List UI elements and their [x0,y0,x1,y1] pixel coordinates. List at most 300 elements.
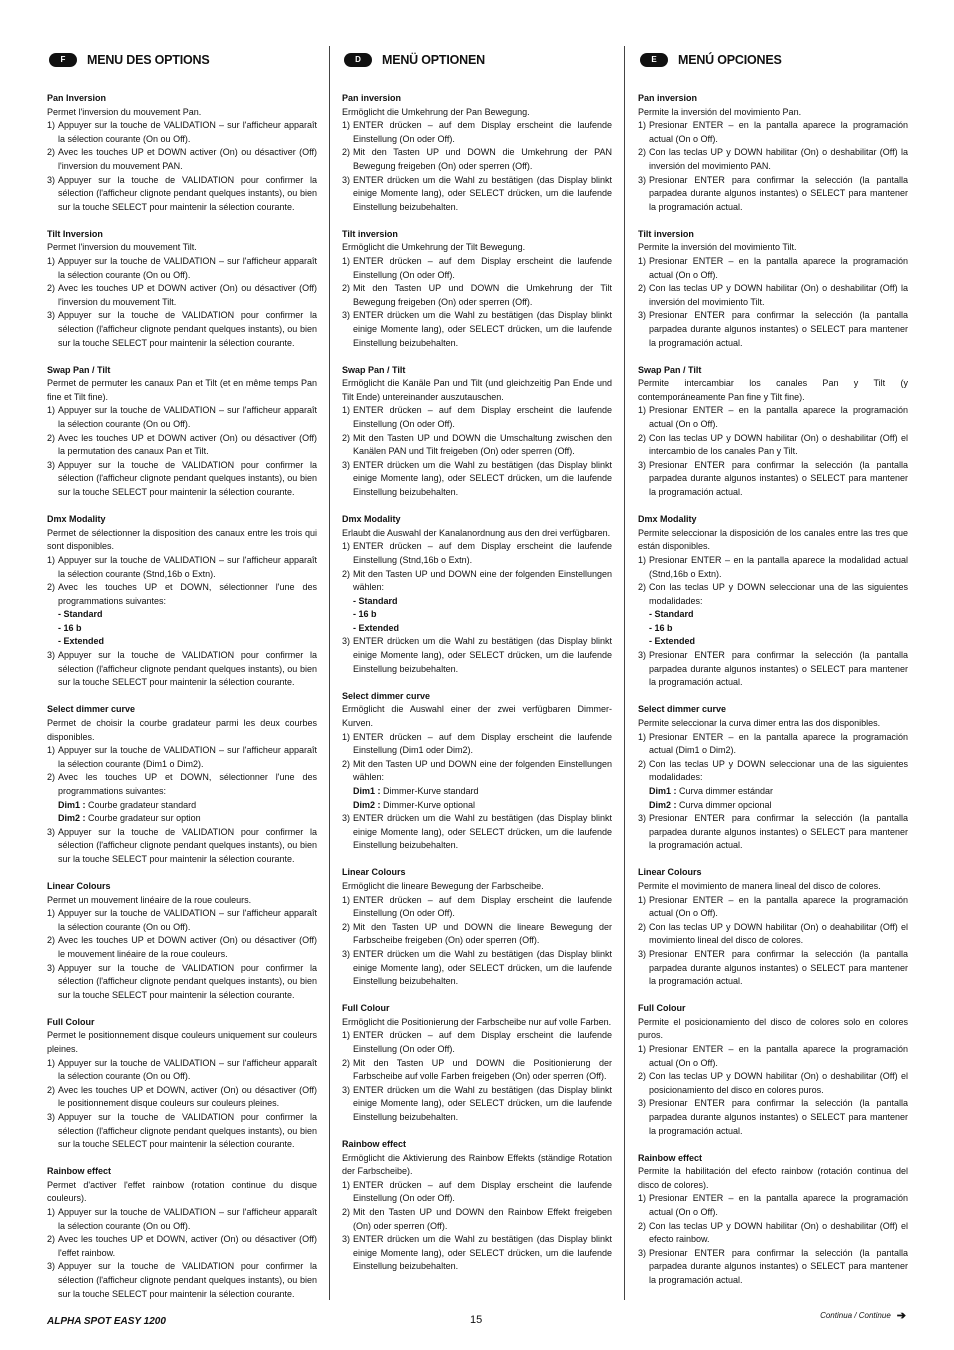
step-item [342,146,612,173]
step-item [342,459,612,500]
step-item [47,1057,317,1084]
step-number: 1) [47,554,56,565]
option-value [342,622,612,636]
step-item [47,146,317,173]
step-item [638,432,908,459]
step-item [47,1084,317,1111]
step-text: ENTER drücken – auf dem Display erscheint die laufende Einstellung (On oder Off). [353,894,612,919]
step-text: Presionar ENTER – en la pantalla aparece la programación actual (On o Off). [649,120,908,144]
section-title: Tilt inversion [342,228,398,239]
arrow-right-icon: ➔ [896,1310,906,1322]
step-text: Avec les touches UP et DOWN activer (On) ou désactiver (Off) l'inversion du mouvement Tilt. [58,283,317,307]
step-item [638,1247,908,1288]
option-description: Curva dimmer estándar [676,785,774,796]
step-text: Presionar ENTER – en la pantalla aparece la programación actual (On o Off). [649,405,908,430]
step-text: Presionar ENTER – en la pantalla aparece la programación actual (On o Off). [649,1193,908,1218]
section-description: Permet le positionnement disque couleurs uniquement sur couleurs pleines. [47,1030,317,1054]
step-item [342,309,612,350]
step-text: Appuyer sur la touche de VALIDATION – sur l'afficheur apparaît la sélection courante (On ou Off). [58,1207,317,1231]
section-description: Ermöglicht die Kanäle Pan und Tilt (und gleichzeitig Pan Ende und Tilt Ende) untereinander auszutauschen. [342,378,612,402]
step-item [638,119,908,146]
step-text: Avec les touches UP et DOWN, activer (On) ou désactiver (Off) l'effet rainbow. [58,1234,317,1258]
step-text: Appuyer sur la touche de VALIDATION pour confirmer la sélection (l'afficheur clignote pendant quelques instants), ou bien sur la touche SELECT pour maintenir la sélection courante. [58,174,317,212]
option-value [47,799,317,813]
step-text: ENTER drücken um die Wahl zu bestätigen (das Display blinkt einige Momente lang), oder SELECT drücken, um die laufende Einstellung beizubehalten. [353,174,612,212]
section-description: Permite la habilitación del efecto rainbow (rotación continua del disco de colores). [638,1166,908,1190]
option-description: Courbe gradateur standard [85,799,197,810]
option-value [638,622,908,636]
step-number: 3) [342,813,351,824]
section-title: Dmx Modality [638,514,697,525]
section-title: Dmx Modality [47,514,106,525]
option-key: - Extended [58,636,105,647]
step-text: Presionar ENTER – en la pantalla aparece la programación actual (On o Off). [649,1044,908,1068]
option-description: Dimmer-Kurve optional [380,799,476,810]
step-text: Mit den Tasten UP und DOWN die Umkehrung der PAN Bewegung freigeben (On) oder sperren (Off). [353,147,612,171]
step-text: Presionar ENTER – en la pantalla aparece la programación actual (Dim1 o Dim2). [649,731,908,756]
step-item [47,554,317,581]
column-german [342,50,612,1288]
section-title: Full Colour [638,1003,686,1014]
step-number: 2) [638,758,647,769]
step-item [342,921,612,948]
step-item [342,119,612,146]
column-title: MENÜ OPTIONEN [382,53,485,67]
section-description: Ermöglicht die lineare Bewegung der Farbscheibe. [342,880,544,891]
option-section [47,880,317,1002]
option-section [47,92,317,214]
option-description: Courbe gradateur sur option [85,813,201,824]
step-item [47,432,317,459]
step-text: ENTER drücken um die Wahl zu bestätigen (das Display blinkt einige Momente lang), oder SELECT drücken, um die laufende Einstellung beizubehalten. [353,1234,612,1272]
step-text: Con las teclas UP y DOWN habilitar (On) o deshabilitar (Off) la inversión del movimiento Tilt. [649,283,908,307]
step-item [638,255,908,282]
step-number: 2) [342,568,351,579]
step-number: 3) [342,459,351,470]
step-text: Mit den Tasten UP und DOWN die Umkehrung der Tilt Bewegung freigeben (On) oder sperren (Off). [353,283,612,307]
step-number: 2) [47,1084,56,1095]
step-number: 2) [47,147,56,158]
step-item [638,1070,908,1097]
step-item [638,921,908,948]
step-text: Con las teclas UP y DOWN habilitar (On) o deshabilitar (Off) el efecto rainbow. [649,1220,908,1245]
option-key: - Extended [353,622,400,633]
option-section [638,513,908,690]
step-number: 3) [47,1111,56,1122]
step-text: Avec les touches UP et DOWN, sélectionner l'une des programmations suivantes: [58,772,317,796]
step-number: 3) [638,1098,647,1109]
step-text: Con las teclas UP y DOWN seleccionar una de las siguientes modalidades: [649,758,908,783]
option-key: - 16 b [649,622,673,633]
column-header [640,50,908,70]
step-item [342,1233,612,1274]
step-text: ENTER drücken – auf dem Display erscheint die laufende Einstellung (On oder Off). [353,1030,612,1054]
option-section [638,92,908,214]
option-section [47,703,317,866]
column-title: MENÚ OPCIONES [678,53,782,67]
step-number: 2) [47,432,56,443]
step-item [47,1111,317,1152]
step-text: Con las teclas UP y DOWN habilitar (On) o deshabilitar (Off) el intercambio de los canales Pan y Tilt. [649,432,908,457]
option-section [342,364,612,500]
section-description: Ermöglicht die Umkehrung der Tilt Bewegung. [342,242,526,253]
step-item [638,1097,908,1138]
continue-text: Continua / Continue [820,1311,891,1320]
option-value [342,799,612,813]
step-text: Mit den Tasten UP und DOWN eine der folgenden Einstellungen wählen: [353,568,612,593]
step-item [638,948,908,989]
section-description: Permet de sélectionner la disposition des canaux entre les trois qui sont disponibles. [47,527,317,552]
option-section [342,92,612,214]
option-value [47,635,317,649]
section-description: Permet l'inversion du mouvement Pan. [47,106,202,117]
step-item [638,309,908,350]
step-item [342,894,612,921]
section-description: Permite el posicionamiento del disco de colores solo en colores puros. [638,1016,908,1041]
step-item [47,459,317,500]
section-title: Linear Colours [638,867,702,878]
option-key: Dim1 : [649,785,677,796]
step-text: Appuyer sur la touche de VALIDATION pour confirmer la sélection (l'afficheur clignote pendant quelques instants), ou bien sur la touche SELECT pour maintenir la sélection courante. [58,310,317,348]
page-number: 15 [470,1314,483,1326]
step-item [638,1220,908,1247]
option-value [47,608,317,622]
step-text: ENTER drücken – auf dem Display erscheint die laufende Einstellung (On oder Off). [353,120,612,144]
step-number: 3) [638,310,647,321]
step-item [342,540,612,567]
step-text: Appuyer sur la touche de VALIDATION pour confirmer la sélection (l'afficheur clignote pendant quelques instants), ou bien sur la touche SELECT pour maintenir la sélection courante. [58,1111,317,1150]
step-number: 2) [47,935,56,946]
step-number: 2) [342,758,351,769]
section-title: Swap Pan / Tilt [342,364,406,375]
section-title: Pan inversion [638,93,698,103]
step-number: 3) [47,962,56,973]
step-item [47,1206,317,1233]
section-description: Permet de permuter les canaux Pan et Tilt (et en même temps Pan fine et Tilt fine). [47,378,317,402]
step-number: 1) [47,1057,56,1068]
step-number: 1) [638,256,647,267]
option-key: - Standard [58,609,103,620]
option-key: Dim1 : [353,785,381,796]
option-section [47,1016,317,1152]
option-value [47,622,317,636]
step-text: Mit den Tasten UP und DOWN die lineare Bewegung der Farbscheibe freigeben (On) oder sperren (Off). [353,921,612,946]
step-number: 1) [342,1179,351,1190]
step-text: ENTER drücken – auf dem Display erscheint die laufende Einstellung (Dim1 oder Dim2). [353,731,612,756]
step-number: 3) [638,813,647,824]
step-text: Appuyer sur la touche de VALIDATION pour confirmer la sélection (l'afficheur clignote pendant quelques instants), ou bien sur la touche SELECT pour maintenir la sélection courante. [58,1261,317,1299]
step-item [342,812,612,853]
step-text: Presionar ENTER para confirmar la selección (la pantalla parpadea durante algunos instantes) o SELECT para mantener la programación actual. [649,1098,908,1136]
step-text: Con las teclas UP y DOWN habilitar (On) o deshabilitar (Off) la inversión del movimiento PAN. [649,147,908,171]
option-section [638,364,908,500]
step-number: 1) [342,405,351,416]
step-item [638,812,908,853]
section-description: Permite intercambiar los canales Pan y Tilt (y contemporáneamente Pan fine y Tilt fine). [638,378,908,402]
step-text: Presionar ENTER para confirmar la selección (la pantalla parpadea durante algunos instantes) o SELECT para mantener la programación actual. [649,948,908,987]
step-number: 2) [342,1057,351,1068]
option-value [638,635,908,649]
section-title: Select dimmer curve [638,704,727,715]
option-value [342,785,612,799]
step-text: Presionar ENTER para confirmar la selección (la pantalla parpadea durante algunos instantes) o SELECT para mantener la programación actual. [649,1247,908,1285]
section-description: Permet l'inversion du mouvement Tilt. [47,242,197,253]
step-number: 3) [342,948,351,959]
step-number: 3) [47,826,56,837]
step-number: 2) [342,921,351,932]
step-item [638,581,908,608]
section-description: Permet un mouvement linéaire de la roue couleurs. [47,894,252,905]
column-french [47,50,317,1315]
section-title: Pan Inversion [47,93,107,103]
option-section [638,228,908,350]
step-item [342,1057,612,1084]
option-value [342,595,612,609]
step-item [47,404,317,431]
step-number: 1) [47,120,56,131]
step-text: Appuyer sur la touche de VALIDATION pour confirmer la sélection (l'afficheur clignote pendant quelques instants), ou bien sur la touche SELECT pour maintenir la sélection courante. [58,459,317,498]
step-item [342,568,612,595]
step-item [47,309,317,350]
step-item [342,1084,612,1125]
step-text: ENTER drücken um die Wahl zu bestätigen (das Display blinkt einige Momente lang), oder SELECT drücken, um die laufende Einstellung beizubehalten. [353,459,612,498]
option-section [47,1165,317,1301]
step-text: Appuyer sur la touche de VALIDATION – sur l'afficheur apparaît la sélection courante (On ou Off). [58,405,317,430]
step-number: 3) [47,459,56,470]
step-text: Presionar ENTER para confirmar la selección (la pantalla parpadea durante algunos instantes) o SELECT para mantener la programación actual. [649,310,908,348]
step-item [47,174,317,215]
step-item [342,282,612,309]
step-text: Presionar ENTER para confirmar la selección (la pantalla parpadea durante algunos instantes) o SELECT para mantener la programación actual. [649,813,908,851]
step-item [638,404,908,431]
section-title: Rainbow effect [342,1139,407,1150]
step-item [342,1206,612,1233]
option-description: Dimmer-Kurve standard [380,785,479,796]
step-number: 1) [342,731,351,742]
step-number: 1) [342,541,351,552]
step-text: ENTER drücken um die Wahl zu bestätigen (das Display blinkt einige Momente lang), oder SELECT drücken, um die laufende Einstellung beizubehalten. [353,636,612,674]
column-divider-2 [624,46,625,1300]
step-number: 1) [342,256,351,267]
option-section [342,1138,612,1274]
step-item [638,174,908,215]
step-item [638,1192,908,1219]
step-item [638,554,908,581]
step-text: Avec les touches UP et DOWN, activer (On) ou désactiver (Off) le positionnement disque couleurs sur couleurs pleines. [58,1084,317,1109]
section-description: Permite la inversión del movimiento Pan. [638,106,802,117]
step-text: Appuyer sur la touche de VALIDATION – sur l'afficheur apparaît la sélection courante (Dim1 o Dim2). [58,745,317,769]
section-description: Permet de choisir la courbe gradateur parmi les deux courbes disponibles. [47,717,317,742]
step-item [47,907,317,934]
step-item [638,459,908,500]
step-number: 2) [342,283,351,294]
step-text: Appuyer sur la touche de VALIDATION – sur l'afficheur apparaît la sélection courante (On ou Off). [58,256,317,280]
section-description: Permet d'activer l'effet rainbow (rotation continue du disque couleurs). [47,1179,317,1204]
section-title: Swap Pan / Tilt [638,364,702,375]
step-text: Appuyer sur la touche de VALIDATION pour confirmer la sélection (l'afficheur clignote pendant quelques instants), ou bien sur la touche SELECT pour maintenir la sélection courante. [58,826,317,864]
step-item [47,826,317,867]
option-description: Curva dimmer opcional [676,799,772,810]
option-key: Dim2 : [58,813,86,824]
step-text: ENTER drücken um die Wahl zu bestätigen (das Display blinkt einige Momente lang), oder SELECT drücken, um die laufende Einstellung beizubehalten. [353,310,612,348]
option-key: - 16 b [58,622,82,633]
step-item [342,635,612,676]
step-item [47,934,317,961]
language-badge: F [49,53,77,67]
step-item [638,731,908,758]
step-text: Appuyer sur la touche de VALIDATION – sur l'afficheur apparaît la sélection courante (On ou Off). [58,1057,317,1082]
step-item [638,1043,908,1070]
section-description: Ermöglicht die Umkehrung der Pan Bewegung. [342,106,530,117]
step-number: 3) [47,174,56,185]
step-text: Avec les touches UP et DOWN activer (On) ou désactiver (Off) l'inversion du mouvement PAN. [58,147,317,171]
step-number: 3) [342,1234,351,1245]
option-value [638,799,908,813]
section-title: Linear Colours [342,867,406,878]
step-text: Presionar ENTER – en la pantalla aparece la modalidad actual (Stnd,16b o Extn). [649,554,908,579]
option-section [638,866,908,988]
column-header [344,50,612,70]
option-value [342,608,612,622]
step-number: 3) [47,1261,56,1272]
option-value [638,608,908,622]
section-title: Pan inversion [342,93,402,103]
section-title: Rainbow effect [47,1166,112,1177]
step-item [47,1260,317,1301]
step-item [638,282,908,309]
step-text: Mit den Tasten UP und DOWN die Positionierung der Farbscheibe auf volle Farben freigeben (On) oder sperren (Off). [353,1057,612,1082]
product-name: ALPHA SPOT EASY 1200 [47,1316,166,1327]
step-item [47,744,317,771]
option-key: Dim2 : [649,799,677,810]
step-text: Con las teclas UP y DOWN habilitar (On) o deahabilitar (Off) el movimiento lineal del disco de colores. [649,921,908,946]
step-number: 1) [342,120,351,131]
option-value [638,785,908,799]
section-description: Permite el movimiento de manera lineal del disco de colores. [638,880,881,891]
step-text: Mit den Tasten UP und DOWN die Umschaltung zwischen den Kanälen PAN und Tilt freigeben (On) oder sperren (Off). [353,432,612,457]
section-description: Ermöglicht die Auswahl einer der zwei verfügbaren Dimmer-Kurven. [342,704,612,728]
step-number: 3) [342,174,351,185]
step-number: 2) [342,147,351,158]
step-text: ENTER drücken – auf dem Display erscheint die laufende Einstellung (On oder Off). [353,405,612,430]
step-number: 2) [47,772,56,783]
section-description: Permite seleccionar la curva dimer entra las dos disponibles. [638,717,881,728]
step-text: Presionar ENTER para confirmar la selección (la pantalla parpadea durante algunos instantes) o SELECT para mantener la programación actual. [649,459,908,498]
step-number: 3) [638,459,647,470]
step-text: Appuyer sur la touche de VALIDATION – sur l'afficheur apparaît la sélection courante (Stnd,16b o Extn). [58,554,317,579]
step-number: 2) [638,147,647,158]
step-number: 3) [638,174,647,185]
step-text: Con las teclas UP y DOWN habilitar (On) o deshabilitar (Off) el posicionamiento del disco en colores puros. [649,1071,908,1095]
step-item [47,255,317,282]
step-text: Appuyer sur la touche de VALIDATION – sur l'afficheur apparaît la sélection courante (On ou Off). [58,120,317,144]
step-number: 1) [638,894,647,905]
step-number: 3) [342,1084,351,1095]
step-text: Appuyer sur la touche de VALIDATION pour confirmer la sélection (l'afficheur clignote pendant quelques instants), ou bien sur la touche SELECT pour maintenir la sélection courante. [58,962,317,1000]
step-item [638,758,908,785]
section-title: Linear Colours [47,880,111,891]
step-item [342,404,612,431]
step-item [342,1179,612,1206]
step-number: 2) [638,283,647,294]
section-description: Permite seleccionar la disposición de los canales entre las tres que están disponibles. [638,527,908,552]
section-title: Select dimmer curve [47,704,136,715]
option-section [342,690,612,853]
step-item [47,119,317,146]
option-section [638,703,908,853]
step-text: Presionar ENTER – en la pantalla aparece la programación actual (On o Off). [649,256,908,280]
step-text: Presionar ENTER para confirmar la selección (la pantalla parpadea durante algunos instantes) o SELECT para mantener la programación actual. [649,174,908,212]
step-item [342,255,612,282]
step-text: ENTER drücken um die Wahl zu bestätigen (das Display blinkt einige Momente lang), oder SELECT drücken, um die laufende Einstellung beizubehalten. [353,1084,612,1122]
section-description: Ermöglicht die Aktivierung des Rainbow Effekts (ständige Rotation der Farbscheibe). [342,1152,612,1177]
step-number: 3) [47,650,56,661]
step-item [342,948,612,989]
step-item [47,1233,317,1260]
step-number: 1) [47,745,56,756]
step-number: 2) [47,283,56,294]
step-item [342,174,612,215]
step-number: 1) [638,554,647,565]
option-section [47,364,317,500]
step-text: ENTER drücken um die Wahl zu bestätigen (das Display blinkt einige Momente lang), oder SELECT drücken, um die laufende Einstellung beizubehalten. [353,813,612,851]
section-description: Ermöglicht die Positionierung der Farbscheibe nur auf volle Farben. [342,1016,612,1027]
step-text: Avec les touches UP et DOWN, sélectionner l'une des programmations suivantes: [58,582,317,606]
option-section [342,1002,612,1124]
option-section [342,513,612,676]
step-text: ENTER drücken um die Wahl zu bestätigen (das Display blinkt einige Momente lang), oder SELECT drücken, um die laufende Einstellung beizubehalten. [353,948,612,987]
step-item [47,771,317,798]
continue-note [820,1309,906,1322]
step-text: Avec les touches UP et DOWN activer (On) ou désactiver (Off) le mouvement linéaire de la roue couleurs. [58,935,317,959]
step-number: 1) [342,1030,351,1041]
step-item [47,282,317,309]
section-title: Select dimmer curve [342,690,431,701]
section-description: Erlaubt die Auswahl der Kanalanordnung aus den drei verfügbaren. [342,527,611,538]
step-number: 2) [638,1071,647,1082]
language-badge: E [640,53,668,67]
option-key: Dim2 : [353,799,381,810]
step-text: Appuyer sur la touche de VALIDATION – sur l'afficheur apparaît la sélection courante (On ou Off). [58,908,317,932]
step-number: 1) [47,908,56,919]
step-number: 2) [638,1220,647,1231]
option-section [638,1002,908,1138]
option-section [638,1152,908,1288]
option-key: - 16 b [353,609,377,620]
step-number: 1) [638,120,647,131]
option-value [47,812,317,826]
column-header [49,50,317,70]
option-key: Dim1 : [58,799,86,810]
step-item [47,649,317,690]
step-number: 1) [638,1044,647,1054]
section-title: Full Colour [342,1003,390,1014]
step-text: ENTER drücken – auf dem Display erscheint die laufende Einstellung (Stnd,16b o Extn). [353,541,612,565]
language-badge: D [344,53,372,67]
step-item [638,649,908,690]
option-section [342,866,612,988]
step-text: Mit den Tasten UP und DOWN den Rainbow Effekt freigeben (On) oder sperren (Off). [353,1207,612,1231]
step-item [47,962,317,1003]
step-text: Presionar ENTER – en la pantalla aparece la programación actual (On o Off). [649,894,908,919]
step-number: 2) [342,1207,351,1218]
option-key: - Standard [649,609,694,620]
column-title: MENU DES OPTIONS [87,53,210,67]
step-number: 1) [47,256,56,267]
column-spanish [638,50,908,1301]
option-key: - Extended [649,636,696,647]
step-item [638,146,908,173]
